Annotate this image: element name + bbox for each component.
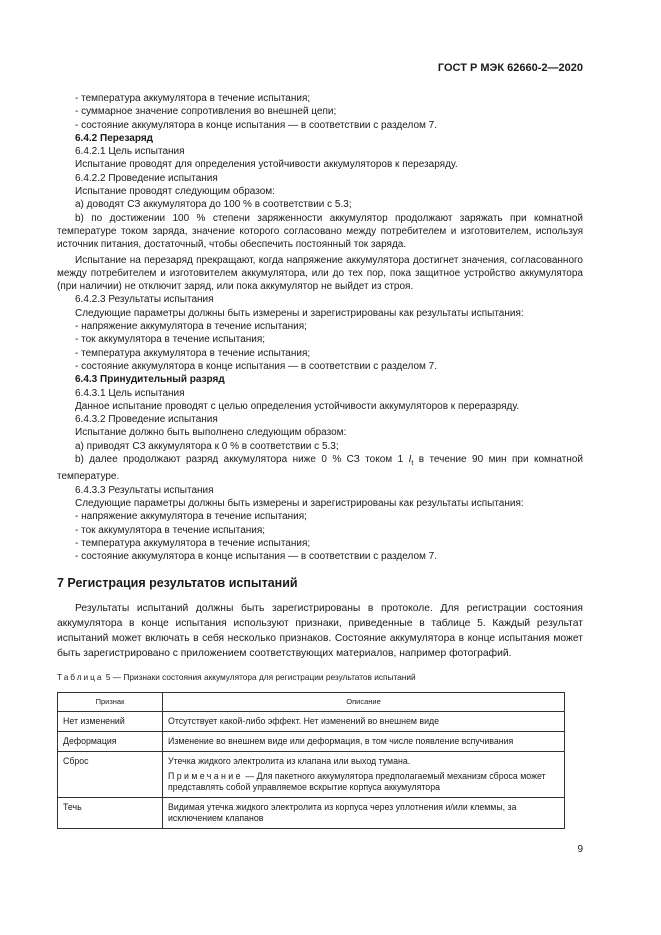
page-number: 9: [577, 844, 583, 855]
note-label: Примечание: [168, 770, 243, 781]
list-item: - ток аккумулятора в течение испытания;: [75, 334, 266, 346]
list-item: - напряжение аккумулятора в течение испытания;: [75, 511, 307, 523]
list-item: а) приводят СЗ аккумулятора к 0 % в соответствии с 5.3;: [75, 440, 339, 452]
subsection-heading: 6.4.3.2 Проведение испытания: [75, 414, 218, 426]
table-cell-sign: Сброс: [58, 751, 163, 797]
table-cell-description: Отсутствует какой-либо эффект. Нет изменений во внешнем виде: [163, 711, 565, 731]
table-cell-sign: Нет изменений: [58, 711, 163, 731]
document-header: ГОСТ Р МЭК 62660-2—2020: [437, 62, 583, 74]
list-item: - состояние аккумулятора в конце испытания — в соответствии с разделом 7.: [75, 119, 437, 131]
table-header-sign: Признак: [58, 692, 163, 711]
table-note: [168, 771, 559, 793]
table-row: [58, 711, 565, 731]
list-item: b) далее продолжают разряд аккумулятора ниже 0 % СЗ током 1 $I_t$ в течение 90 мин при комнатной температуре.: [57, 454, 583, 483]
subsection-heading: 6.4.3.1 Цель испытания: [75, 387, 185, 399]
paragraph: Испытание должно быть выполнено следующим образом:: [75, 427, 347, 439]
table-header-description: Описание: [163, 692, 565, 711]
section-heading: 6.4.2 Перезаряд: [75, 132, 153, 144]
document-body: [57, 92, 583, 829]
subsection-heading: 6.4.3.3 Результаты испытания: [75, 484, 214, 496]
paragraph: Данное испытание проводят с целью определения устойчивости аккумуляторов к переразряду.: [75, 400, 520, 412]
list-item: - состояние аккумулятора в конце испытания — в соответствии с разделом 7.: [75, 360, 437, 372]
subsection-heading: 6.4.2.2 Проведение испытания: [75, 172, 218, 184]
signs-table: [57, 692, 565, 829]
paragraph: Следующие параметры должны быть измерены и зарегистрированы как результаты испытания:: [75, 307, 524, 319]
section-7-body: Результаты испытаний должны быть зарегистрированы в протоколе. Для регистрации состояния аккумулятора в конце испытания используют признаки, приведенные в таблице 5. Каждый результат испытаний может включать в себя несколько признаков. Состояние аккумулятора в конце испытания может быть зарегистрировано с приложением соответствующих материалов, например фотографий.: [57, 602, 583, 659]
section-heading: 6.4.3 Принудительный разряд: [75, 374, 225, 386]
table-cell-description: Изменение во внешнем виде или деформация, в том числе появление вспучивания: [163, 731, 565, 751]
table-caption-label: Таблица: [57, 671, 104, 682]
table-row: [58, 797, 565, 828]
list-item: - температура аккумулятора в течение испытания;: [75, 93, 311, 104]
list-item: - температура аккумулятора в течение испытания;: [75, 347, 311, 359]
table-caption-text: 5 — Признаки состояния аккумулятора для регистрации результатов испытаний: [105, 671, 416, 682]
list-item: - температура аккумулятора в течение испытания;: [75, 537, 311, 549]
paragraph: Испытание на перезаряд прекращают, когда напряжение аккумулятора достигнет значения, согласованного между потребителем и изготовителем аккумулятора, или до тех пор, пока защитное устройство аккумулятора (при наличии) не отключит заряд, или пока аккумулятор не выйдет из строя.: [57, 254, 583, 293]
section-7-title: 7 Регистрация результатов испытаний: [57, 576, 298, 591]
list-item: - суммарное значение сопротивления во внешней цепи;: [75, 106, 337, 118]
list-item: b) по достижении 100 % степени заряженности аккумулятор продолжают заряжать при комнатной температуре током заряда, значение которого согласовано между потребителем и изготовителем, используя источник питания, достаточный, чтобы обеспечить постоянный ток заряда.: [57, 212, 583, 251]
table-cell-description: Видимая утечка жидкого электролита из корпуса через уплотнения и/или клеммы, за исключением клапанов: [163, 797, 565, 828]
note-text: — Для пакетного аккумулятора предполагаемый механизм сброса может представлять собой управляемое вскрытие корпуса аккумулятора: [168, 770, 546, 792]
list-item: а) доводят СЗ аккумулятора до 100 % в соответствии с 5.3;: [75, 199, 352, 211]
table-cell-sign: Деформация: [58, 731, 163, 751]
list-item: - состояние аккумулятора в конце испытания — в соответствии с разделом 7.: [75, 551, 437, 563]
paragraph: Испытание проводят следующим образом:: [75, 186, 275, 198]
subsection-heading: 6.4.2.1 Цель испытания: [75, 146, 185, 158]
subsection-heading: 6.4.2.3 Результаты испытания: [75, 294, 214, 306]
table-cell-description: [163, 751, 565, 797]
table-cell-text: Утечка жидкого электролита из клапана или выход тумана.: [168, 755, 411, 766]
table-row: [58, 751, 565, 797]
table-row: [58, 731, 565, 751]
paragraph: Следующие параметры должны быть измерены и зарегистрированы как результаты испытания:: [75, 497, 524, 509]
list-item: - ток аккумулятора в течение испытания;: [75, 524, 266, 536]
table-cell-sign: Течь: [58, 797, 163, 828]
list-item: - напряжение аккумулятора в течение испытания;: [75, 321, 307, 333]
paragraph: Испытание проводят для определения устойчивости аккумуляторов к перезаряду.: [75, 159, 458, 171]
table-caption: [57, 671, 583, 684]
